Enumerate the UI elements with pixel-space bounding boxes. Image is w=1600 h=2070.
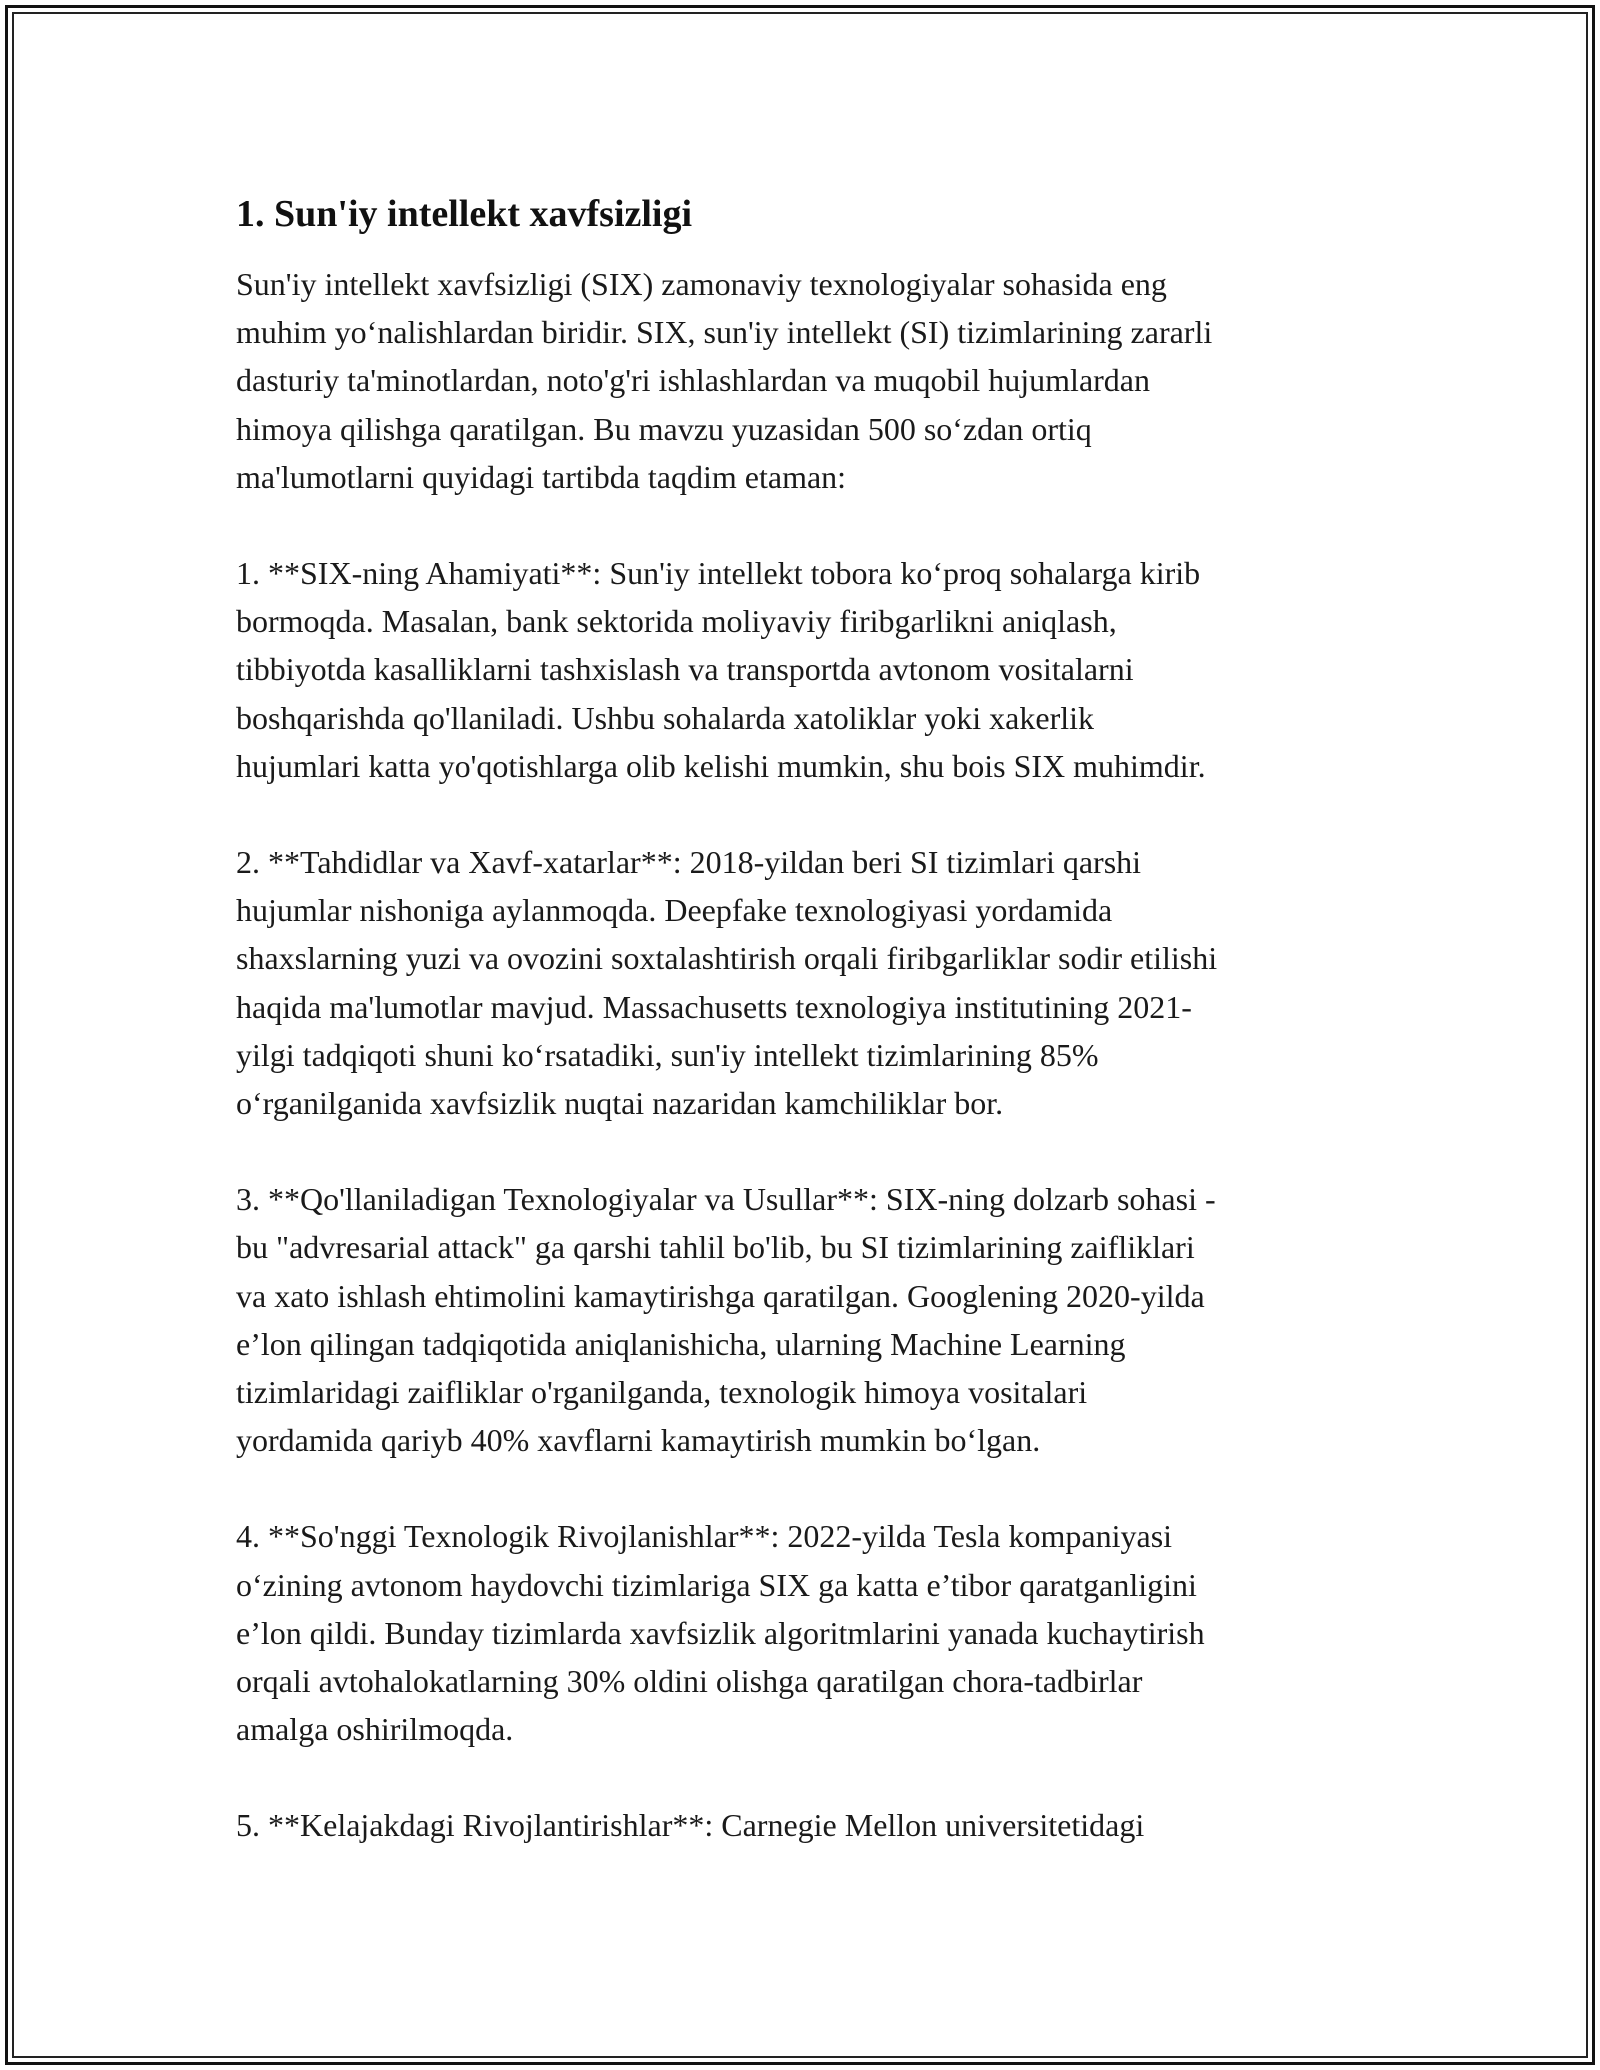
paragraph (236, 549, 1366, 790)
paragraph-line: haqida ma'lumotlar mavjud. Massachusetts texnologiya institutining 2021- (236, 988, 1192, 1025)
paragraph-line: dasturiy ta'minotlardan, noto'g'ri ishlashlardan va muqobil hujumlardan (236, 362, 1150, 399)
paragraph-line: e’lon qilingan tadqiqotida aniqlanishicha, ularning Machine Learning (236, 1325, 1126, 1362)
document-title: 1. Sun'iy intellekt xavfsizligi (236, 193, 693, 235)
paragraph-line: o‘rganilganida xavfsizlik nuqtai nazaridan kamchiliklar bor. (236, 1085, 1004, 1122)
paragraph-line: yilgi tadqiqoti shuni ko‘rsatadiki, sun'iy intellekt tizimlarining 85% (236, 1036, 1099, 1073)
paragraph-line: muhim yo‘nalishlardan biridir. SIX, sun'iy intellekt (SI) tizimlarining zararli (236, 314, 1213, 351)
paragraph-line: tibbiyotda kasalliklarni tashxislash va transportda avtonom vositalarni (236, 651, 1134, 688)
paragraph-line: tizimlaridagi zaifliklar o'rganilganda, texnologik himoya vositalari (236, 1374, 1088, 1411)
paragraph-line: 2. **Tahdidlar va Xavf-xatarlar**: 2018-yildan beri SI tizimlari qarshi (236, 844, 1142, 881)
document-page (236, 188, 1366, 1898)
paragraph (236, 260, 1366, 501)
paragraph-line: himoya qilishga qaratilgan. Bu mavzu yuzasidan 500 so‘zdan ortiq (236, 410, 1092, 447)
paragraph-line: hujumlar nishoniga aylanmoqda. Deepfake texnologiyasi yordamida (236, 892, 1113, 929)
paragraph-line: bu "advresarial attack" ga qarshi tahlil bo'lib, bu SI tizimlarining zaifliklari (236, 1229, 1195, 1266)
paragraph-line: 4. **So'nggi Texnologik Rivojlanishlar**: 2022-yilda Tesla kompaniyasi (236, 1518, 1173, 1555)
paragraph-line: shaxslarning yuzi va ovozini soxtalashtirish orqali firibgarliklar sodir etilishi (236, 940, 1218, 977)
paragraph (236, 1512, 1366, 1753)
paragraph-line: ma'lumotlarni quyidagi tartibda taqdim etaman: (236, 458, 847, 495)
paragraph-line: yordamida qariyb 40% xavflarni kamaytirish mumkin bo‘lgan. (236, 1422, 1041, 1459)
document-body (236, 260, 1366, 1850)
paragraph-line: hujumlari katta yo'qotishlarga olib kelishi mumkin, shu bois SIX muhimdir. (236, 747, 1206, 784)
paragraph-line: o‘zining avtonom haydovchi tizimlariga SIX ga katta e’tibor qaratganligini (236, 1566, 1197, 1603)
paragraph-line: amalga oshirilmoqda. (236, 1711, 514, 1748)
paragraph (236, 1175, 1366, 1464)
paragraph-line: e’lon qildi. Bunday tizimlarda xavfsizlik algoritmlarini yanada kuchaytirish (236, 1614, 1205, 1651)
paragraph-line: va xato ishlash ehtimolini kamaytirishga qaratilgan. Googlening 2020-yilda (236, 1277, 1205, 1314)
paragraph (236, 838, 1366, 1127)
paragraph-line: orqali avtohalokatlarning 30% oldini olishga qaratilgan chora-tadbirlar (236, 1663, 1143, 1700)
paragraph-line: boshqarishda qo'llaniladi. Ushbu sohalarda xatoliklar yoki xakerlik (236, 699, 1095, 736)
paragraph-line: Sun'iy intellekt xavfsizligi (SIX) zamonaviy texnologiyalar sohasida eng (236, 266, 1167, 302)
paragraph-line: 1. **SIX-ning Ahamiyati**: Sun'iy intellekt tobora ko‘proq sohalarga kirib (236, 555, 1201, 592)
paragraph-line: 5. **Kelajakdagi Rivojlantirishlar**: Carnegie Mellon universitetidagi (236, 1807, 1145, 1844)
paragraph-line: 3. **Qo'llaniladigan Texnologiyalar va Usullar**: SIX-ning dolzarb sohasi - (236, 1181, 1216, 1218)
paragraph-line: bormoqda. Masalan, bank sektorida moliyaviy firibgarlikni aniqlash, (236, 603, 1117, 640)
paragraph (236, 1801, 1366, 1849)
